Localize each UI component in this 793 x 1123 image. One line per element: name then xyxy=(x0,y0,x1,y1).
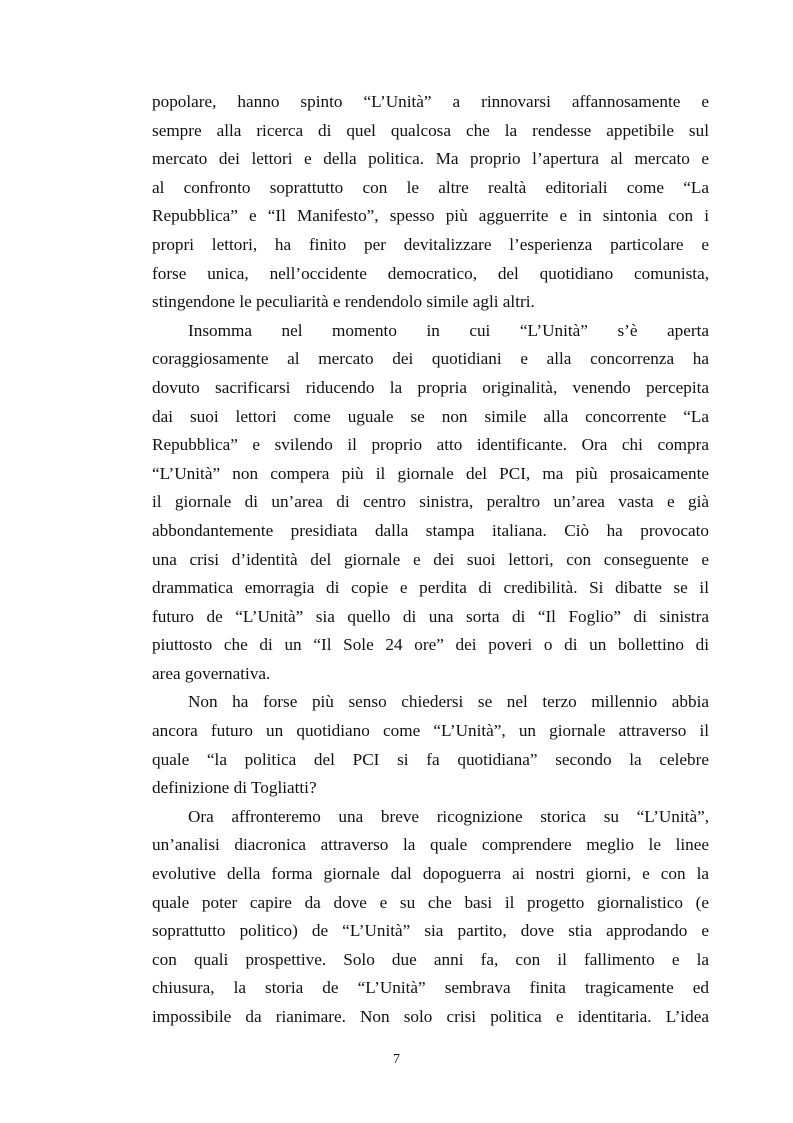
text-line: piuttosto che di un “Il Sole 24 ore” dei poveri o di un bollettino di xyxy=(152,635,709,655)
text-line: un’analisi diacronica attraverso la quale comprendere meglio le linee xyxy=(152,835,709,855)
text-line: Repubblica” e “Il Manifesto”, spesso più agguerrite e in sintonia con i xyxy=(152,206,709,226)
text-line: quale poter capire da dove e su che basi il progetto giornalistico (e xyxy=(152,892,709,912)
page-body xyxy=(152,88,709,1032)
text-line: stingendone le peculiarità e rendendolo simile agli altri. xyxy=(152,292,535,312)
text-line: Ora affronteremo una breve ricognizione storica su “L’Unità”, xyxy=(188,806,709,826)
text-line: futuro de “L’Unità” sia quello di una sorta di “Il Foglio” di sinistra xyxy=(152,606,709,626)
paragraph xyxy=(152,688,709,802)
text-line: forse unica, nell’occidente democratico, del quotidiano comunista, xyxy=(152,263,709,283)
text-line: soprattutto politico) de “L’Unità” sia partito, dove stia approdando e xyxy=(152,921,709,941)
paragraph xyxy=(152,88,709,317)
text-line: propri lettori, ha finito per devitalizzare l’esperienza particolare e xyxy=(152,234,709,254)
text-line: evolutive della forma giornale dal dopoguerra ai nostri giorni, e con la xyxy=(152,864,709,884)
text-line: abbondantemente presidiata dalla stampa italiana. Ciò ha provocato xyxy=(152,520,709,540)
text-line: dai suoi lettori come uguale se non simile alla concorrente “La xyxy=(152,406,709,426)
text-line: Insomma nel momento in cui “L’Unità” s’è aperta xyxy=(188,320,709,340)
text-line: mercato dei lettori e della politica. Ma proprio l’apertura al mercato e xyxy=(152,149,709,169)
text-line: area governativa. xyxy=(152,663,271,683)
text-line: coraggiosamente al mercato dei quotidiani e alla concorrenza ha xyxy=(152,349,709,369)
paragraph xyxy=(152,803,709,1032)
text-line: popolare, hanno spinto “L’Unità” a rinnovarsi affannosamente e xyxy=(152,92,709,111)
text-line: Non ha forse più senso chiedersi se nel terzo millennio abbia xyxy=(188,692,709,712)
text-line: al confronto soprattutto con le altre realtà editoriali come “La xyxy=(152,177,709,197)
text-line: impossibile da rianimare. Non solo crisi politica e identitaria. L’idea xyxy=(152,1007,709,1026)
text-line: quale “la politica del PCI si fa quotidiana” secondo la celebre xyxy=(152,749,709,769)
text-line: una crisi d’identità del giornale e dei suoi lettori, con conseguente e xyxy=(152,549,709,569)
text-line: dovuto sacrificarsi riducendo la propria originalità, venendo percepita xyxy=(152,377,709,397)
text-line: con quali prospettive. Solo due anni fa, con il fallimento e la xyxy=(152,949,709,969)
text-line: chiusura, la storia de “L’Unità” sembrava finita tragicamente ed xyxy=(152,978,709,998)
page-number: 7 xyxy=(393,1052,400,1067)
text-line: drammatica emorragia di copie e perdita di credibilità. Si dibatte se il xyxy=(152,578,709,598)
text-line: Repubblica” e svilendo il proprio atto identificante. Ora chi compra xyxy=(152,435,709,455)
text-line: “L’Unità” non compera più il giornale del PCI, ma più prosaicamente xyxy=(152,463,709,483)
text-line: sempre alla ricerca di quel qualcosa che la rendesse appetibile sul xyxy=(152,120,709,140)
text-line: ancora futuro un quotidiano come “L’Unità”, un giornale attraverso il xyxy=(152,721,709,741)
paragraph xyxy=(152,317,709,689)
text-line: definizione di Togliatti? xyxy=(152,778,317,798)
text-line: il giornale di un’area di centro sinistra, peraltro un’area vasta e già xyxy=(152,492,709,512)
